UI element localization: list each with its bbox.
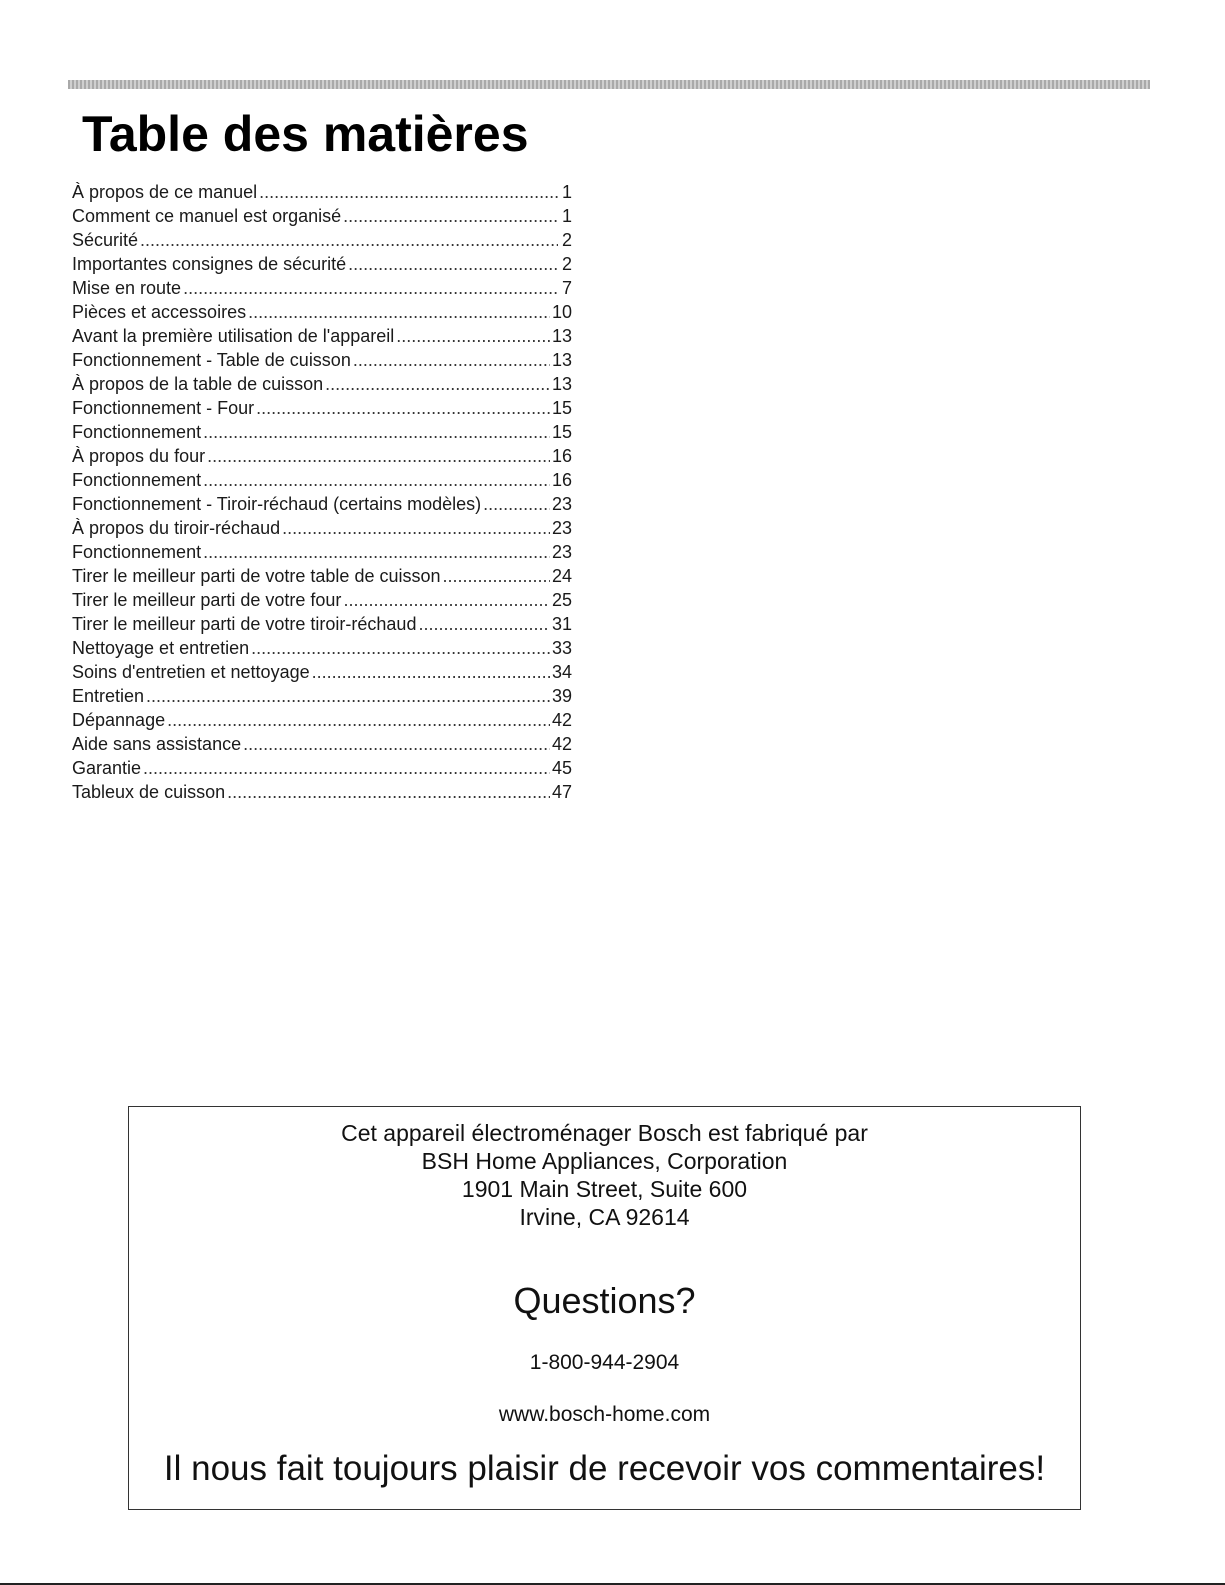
toc-entry[interactable]	[72, 564, 572, 588]
toc-entry-label: À propos du four	[72, 446, 206, 466]
toc-entry[interactable]	[72, 708, 572, 732]
toc-entry[interactable]	[72, 684, 572, 708]
toc-entry-label: Tirer le meilleur parti de votre four	[72, 590, 342, 610]
toc-entry-page: 42	[551, 734, 572, 754]
toc-entry[interactable]	[72, 204, 572, 228]
toc-dot-leader	[143, 756, 550, 780]
toc-entry[interactable]	[72, 516, 572, 540]
toc-entry-label: Sécurité	[72, 230, 139, 250]
toc-entry-page: 7	[561, 278, 572, 298]
toc-entry-page: 24	[551, 566, 572, 586]
toc-entry[interactable]	[72, 588, 572, 612]
toc-entry-page: 13	[551, 374, 572, 394]
toc-dot-leader	[312, 660, 550, 684]
toc-dot-leader	[443, 564, 550, 588]
toc-dot-leader	[282, 516, 550, 540]
contact-box	[128, 1106, 1081, 1510]
toc-entry[interactable]	[72, 348, 572, 372]
toc-entry-page: 45	[551, 758, 572, 778]
toc-dot-leader	[167, 708, 550, 732]
toc-dot-leader	[396, 324, 550, 348]
toc-dot-leader	[140, 228, 558, 252]
toc-dot-leader	[227, 780, 550, 804]
toc-dot-leader	[483, 492, 550, 516]
toc-entry-page: 16	[551, 470, 572, 490]
toc-entry-page: 15	[551, 422, 572, 442]
toc-entry[interactable]	[72, 732, 572, 756]
toc-entry[interactable]	[72, 540, 572, 564]
toc-entry[interactable]	[72, 780, 572, 804]
toc-dot-leader	[348, 252, 558, 276]
toc-entry-page: 13	[551, 350, 572, 370]
toc-entry-page: 42	[551, 710, 572, 730]
toc-entry[interactable]	[72, 444, 572, 468]
questions-heading: Questions?	[513, 1280, 696, 1321]
feedback-message: Il nous fait toujours plaisir de recevoir vos commentaires!	[163, 1449, 1046, 1488]
toc-entry-page: 23	[551, 542, 572, 562]
toc-entry-label: Tirer le meilleur parti de votre tiroir-réchaud	[72, 614, 417, 634]
toc-entry-label: Fonctionnement	[72, 422, 202, 442]
toc-dot-leader	[243, 732, 550, 756]
toc-entry[interactable]	[72, 252, 572, 276]
street-address: 1901 Main Street, Suite 600	[461, 1176, 748, 1202]
toc-dot-leader	[353, 348, 550, 372]
toc-entry-label: Fonctionnement	[72, 542, 202, 562]
toc-entry[interactable]	[72, 180, 572, 204]
website-link[interactable]: www.bosch-home.com	[498, 1403, 711, 1426]
toc-entry-page: 1	[561, 182, 572, 202]
toc-dot-leader	[203, 420, 550, 444]
toc-entry-label: Garantie	[72, 758, 142, 778]
toc-entry-label: Tirer le meilleur parti de votre table de cuisson	[72, 566, 441, 586]
toc-entry[interactable]	[72, 228, 572, 252]
toc-entry-label: Fonctionnement - Four	[72, 398, 255, 418]
toc-entry[interactable]	[72, 492, 572, 516]
toc-entry-label: À propos de ce manuel	[72, 182, 258, 202]
toc-entry-page: 25	[551, 590, 572, 610]
manufacturer-line: Cet appareil électroménager Bosch est fabriqué par	[341, 1120, 868, 1146]
toc-entry-label: À propos de la table de cuisson	[72, 374, 324, 394]
toc-entry-page: 39	[551, 686, 572, 706]
toc-entry[interactable]	[72, 756, 572, 780]
toc-entry-page: 15	[551, 398, 572, 418]
toc-entry-page: 23	[551, 494, 572, 514]
toc-entry-label: Fonctionnement - Table de cuisson	[72, 350, 351, 370]
toc-entry[interactable]	[72, 372, 572, 396]
toc-entry[interactable]	[72, 660, 572, 684]
toc-entry-label: Aide sans assistance	[72, 734, 242, 754]
toc-entry-label: Fonctionnement - Tiroir-réchaud (certains modèles)	[72, 494, 482, 514]
toc-entry-page: 16	[551, 446, 572, 466]
toc-entry-page: 1	[561, 206, 572, 226]
toc-entry-page: 31	[551, 614, 572, 634]
toc-entry-label: Dépannage	[72, 710, 166, 730]
table-of-contents	[72, 180, 572, 804]
toc-entry-label: À propos du tiroir-réchaud	[72, 518, 281, 538]
company-name: BSH Home Appliances, Corporation	[421, 1148, 788, 1174]
toc-dot-leader	[203, 540, 550, 564]
toc-entry[interactable]	[72, 396, 572, 420]
toc-entry-label: Entretien	[72, 686, 145, 706]
toc-entry-page: 47	[551, 782, 572, 802]
toc-entry[interactable]	[72, 276, 572, 300]
toc-entry-page: 2	[561, 254, 572, 274]
toc-dot-leader	[343, 588, 550, 612]
toc-dot-leader	[146, 684, 550, 708]
toc-dot-leader	[207, 444, 550, 468]
toc-entry-label: Tableux de cuisson	[72, 782, 226, 802]
toc-dot-leader	[259, 180, 558, 204]
toc-dot-leader	[183, 276, 558, 300]
toc-dot-leader	[418, 612, 550, 636]
toc-dot-leader	[256, 396, 550, 420]
toc-entry-label: Mise en route	[72, 278, 182, 298]
toc-entry[interactable]	[72, 324, 572, 348]
toc-dot-leader	[343, 204, 558, 228]
toc-entry-label: Importantes consignes de sécurité	[72, 254, 347, 274]
toc-entry[interactable]	[72, 300, 572, 324]
toc-entry-label: Fonctionnement	[72, 470, 202, 490]
toc-dot-leader	[251, 636, 550, 660]
header-rule	[68, 80, 1150, 89]
toc-entry[interactable]	[72, 468, 572, 492]
toc-entry-label: Pièces et accessoires	[72, 302, 247, 322]
toc-entry-page: 13	[551, 326, 572, 346]
toc-entry-label: Avant la première utilisation de l'appareil	[72, 326, 395, 346]
toc-entry-label: Soins d'entretien et nettoyage	[72, 662, 310, 682]
phone-number: 1-800-944-2904	[529, 1351, 680, 1374]
toc-entry-page: 33	[551, 638, 572, 658]
toc-entry-page: 2	[561, 230, 572, 250]
toc-entry-label: Nettoyage et entretien	[72, 638, 250, 658]
toc-dot-leader	[248, 300, 550, 324]
toc-entry-page: 23	[551, 518, 572, 538]
city-state-zip: Irvine, CA 92614	[519, 1204, 690, 1230]
page-title: Table des matières	[82, 106, 529, 162]
toc-entry[interactable]	[72, 612, 572, 636]
toc-dot-leader	[325, 372, 550, 396]
toc-dot-leader	[203, 468, 550, 492]
toc-entry[interactable]	[72, 420, 572, 444]
toc-entry[interactable]	[72, 636, 572, 660]
toc-entry-page: 10	[551, 302, 572, 322]
toc-entry-label: Comment ce manuel est organisé	[72, 206, 342, 226]
toc-entry-page: 34	[551, 662, 572, 682]
